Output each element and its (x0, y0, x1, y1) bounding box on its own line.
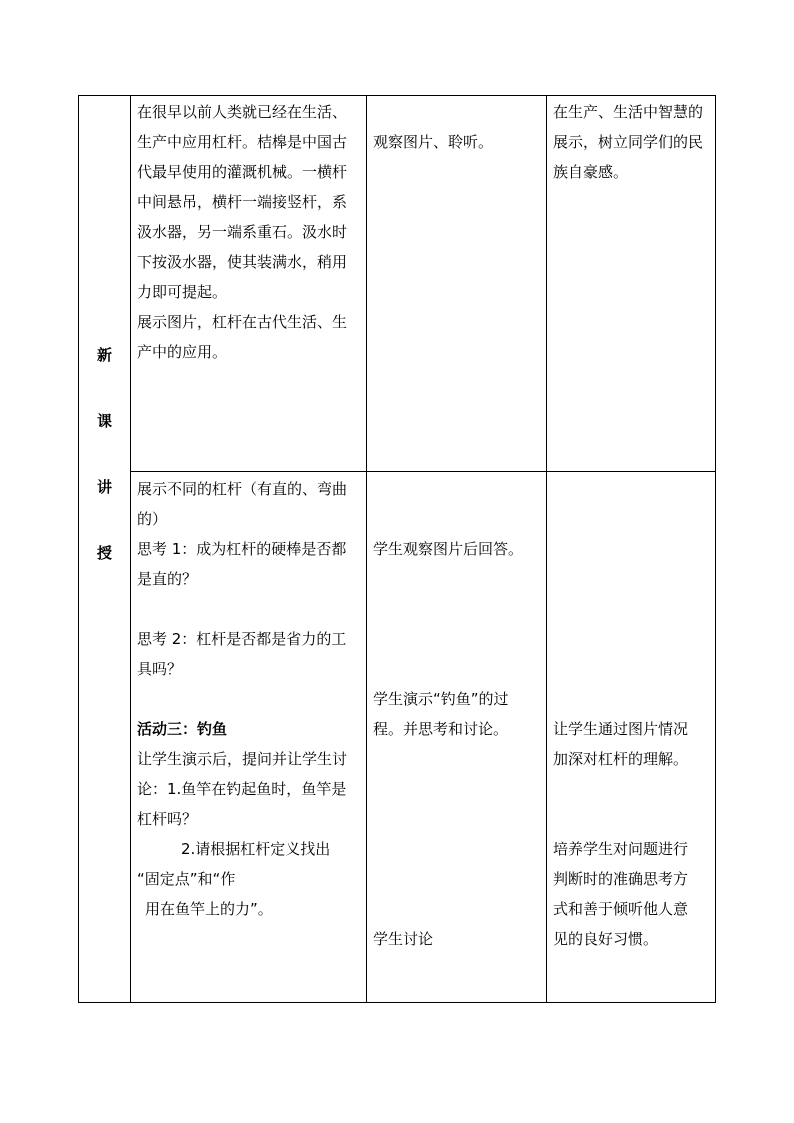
text-line: 力即可提起。 (137, 283, 228, 301)
spacer (553, 774, 709, 804)
spacer (373, 564, 540, 594)
student-activity-cell (367, 96, 547, 472)
text-line: 是直的？ (137, 570, 198, 588)
text-line: 生产中应用杠杆。桔槔是中国古 (137, 133, 348, 151)
teacher-activity-cell (131, 96, 367, 472)
text-line: 判断时的准确思考方 (553, 870, 689, 888)
text-line: 在生产、生活中智慧的 (553, 103, 704, 121)
text-line: 展示图片，杠杆在古代生活、生 (137, 313, 348, 331)
text-line: 杠杆吗？ (137, 810, 198, 828)
text-line: 具吗？ (137, 660, 183, 678)
text-line: “固定点”和“作 (137, 870, 236, 888)
text-line: 观察图片、聆听。 (373, 133, 494, 151)
text-line: 让学生通过图片情况 (553, 720, 689, 738)
text-line: 产中的应用。 (137, 343, 228, 361)
text-line: 学生讨论 (373, 930, 434, 948)
text-line: 思考 2：杠杆是否都是省力的工 (137, 630, 347, 648)
spacer (373, 864, 540, 894)
text-line: 学生观察图片后回答。 (373, 540, 524, 558)
text-line: 程。并思考和讨论。 (373, 720, 509, 738)
lesson-plan-table (78, 95, 716, 1003)
text-line: 展示不同的杠杆（有直的、弯曲 (137, 480, 348, 498)
text-line: 见的良好习惯。 (553, 930, 659, 948)
text-line: 2.请根据杠杆定义找出 (181, 840, 331, 858)
text-line: 学生演示“钓鱼”的过 (373, 690, 509, 708)
text-line: 在很早以前人类就已经在生活、 (137, 103, 348, 121)
design-intent-cell (547, 472, 716, 1003)
student-activity-cell (367, 472, 547, 1003)
section-char: 课 (96, 412, 112, 430)
spacer (373, 744, 540, 774)
text-line: 让学生演示后，提问并让学生讨 (137, 750, 348, 768)
section-char: 新 (96, 346, 112, 364)
text-line: 展示，树立同学们的民 (553, 133, 704, 151)
text-line: 代最早使用的灌溉机械。一横杆 (137, 163, 348, 181)
text-line: 培养学生对问题进行 (553, 840, 689, 858)
text-line: 论：1.鱼竿在钓起鱼时，鱼竿是 (137, 780, 347, 798)
section-char: 讲 (96, 478, 112, 496)
spacer (373, 624, 540, 654)
spacer (137, 684, 360, 714)
table-row (79, 472, 716, 1003)
spacer (553, 804, 709, 834)
spacer (373, 594, 540, 624)
spacer (373, 654, 540, 684)
activity-title: 活动三：钓鱼 (137, 720, 228, 738)
text-line: 式和善于倾听他人意 (553, 900, 689, 918)
section-label-cell (79, 96, 131, 1003)
spacer (373, 834, 540, 864)
spacer (137, 594, 360, 624)
spacer (373, 804, 540, 834)
text-line: 的） (137, 510, 168, 528)
spacer (373, 894, 540, 924)
teacher-activity-cell (131, 472, 367, 1003)
table-row (79, 96, 716, 472)
text-line: 中间悬吊，横杆一端接竖杆，系 (137, 193, 348, 211)
text-line: 思考 1：成为杠杆的硬棒是否都 (137, 540, 347, 558)
text-line: 下按汲水器，使其装满水，稍用 (137, 253, 348, 271)
text-line: 用在鱼竿上的力”。 (145, 900, 273, 918)
text-line: 族自豪感。 (553, 163, 629, 181)
section-char: 授 (96, 544, 112, 562)
text-line: 汲水器，另一端系重石。汲水时 (137, 223, 348, 241)
text-line: 加深对杠杆的理解。 (553, 750, 689, 768)
spacer (373, 774, 540, 804)
design-intent-cell (547, 96, 716, 472)
